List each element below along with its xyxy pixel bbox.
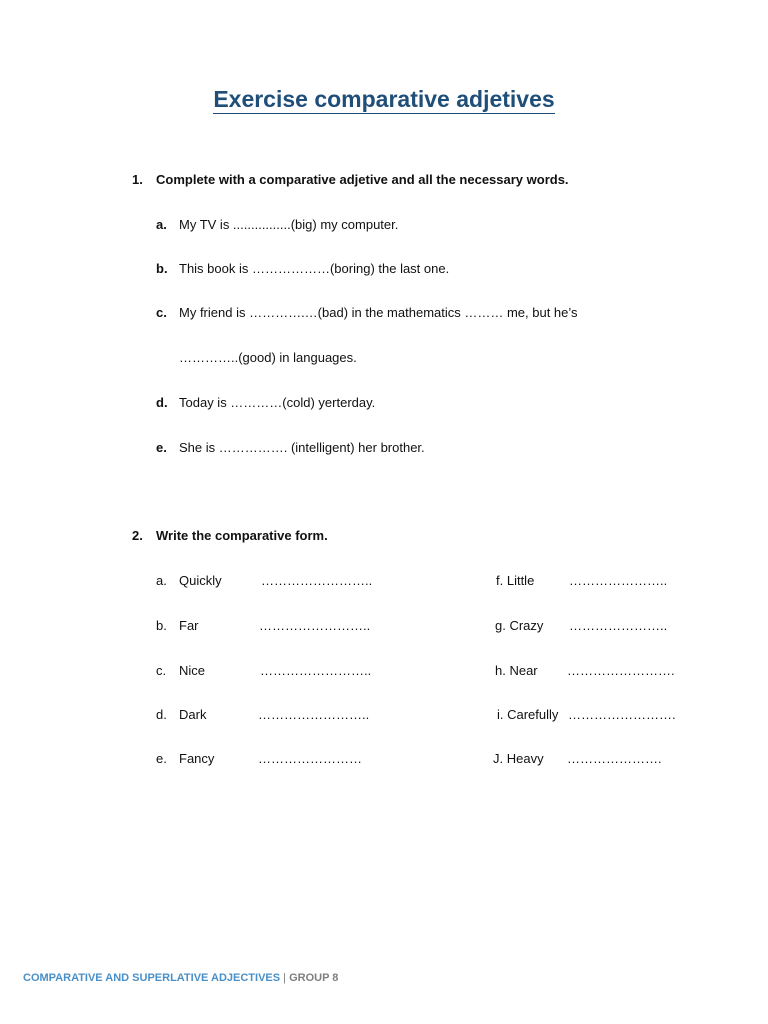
exercise-2-answer-blank: ……………………. — [567, 663, 675, 678]
exercise-1-item-letter: a. — [156, 217, 167, 232]
page-title — [0, 86, 768, 113]
exercise-1-item-text: My friend is ………….…(bad) in the mathematics ……… me, but he’s — [179, 305, 578, 320]
exercise-2-answer-blank: …………………… — [258, 751, 362, 766]
exercise-1-item-text: This book is ………………(boring) the last one. — [179, 261, 450, 276]
exercise-2-item-word: Dark — [179, 707, 207, 722]
exercise-1-item-text-continued: …………..(good) in languages. — [179, 350, 357, 365]
exercise-1-instruction: Complete with a comparative adjetive and all the necessary words. — [156, 172, 569, 187]
exercise-1-number: 1. — [132, 172, 143, 187]
exercise-2-answer-blank: ……………………. — [568, 707, 676, 722]
exercise-1-item-text: My TV is ................(big) my computer. — [179, 217, 399, 232]
footer-group-label: GROUP 8 — [289, 972, 339, 984]
exercise-2-item-letter: a. — [156, 573, 167, 588]
exercise-2-item-label: g. Crazy — [495, 618, 544, 633]
exercise-2-answer-blank: …………………….. — [259, 618, 371, 633]
exercise-2-number: 2. — [132, 528, 143, 543]
exercise-2-answer-blank: ………………….. — [569, 618, 668, 633]
exercise-2-answer-blank: …………………….. — [261, 573, 373, 588]
page-title-text: Exercise comparative adjetives — [213, 86, 555, 112]
exercise-1-item-text: She is ……………. (intelligent) her brother. — [179, 440, 425, 455]
exercise-2-answer-blank: …………………. — [567, 751, 662, 766]
page-footer — [23, 972, 338, 984]
exercise-2-item-letter: c. — [156, 663, 167, 678]
exercise-1-item-letter: b. — [156, 261, 168, 276]
exercise-2-item-label: i. Carefully — [497, 707, 559, 722]
exercise-2-item-label: J. Heavy — [493, 751, 544, 766]
exercise-2-item-letter: d. — [156, 707, 167, 722]
exercise-2-instruction: Write the comparative form. — [156, 528, 328, 543]
exercise-2-item-word: Fancy — [179, 751, 215, 766]
exercise-2-item-letter: b. — [156, 618, 167, 633]
exercise-2-item-word: Far — [179, 618, 199, 633]
footer-separator: | — [283, 972, 287, 984]
exercise-2-item-label: h. Near — [495, 663, 538, 678]
exercise-2-item-label: f. Little — [496, 573, 535, 588]
exercise-2-answer-blank: …………………….. — [260, 663, 372, 678]
exercise-1-item-letter: e. — [156, 440, 167, 455]
exercise-1-item-letter: c. — [156, 305, 167, 320]
exercise-1-item-letter: d. — [156, 395, 168, 410]
exercise-2-item-word: Quickly — [179, 573, 222, 588]
exercise-1-item-text: Today is …………(cold) yerterday. — [179, 395, 376, 410]
exercise-2-answer-blank: ………………….. — [569, 573, 668, 588]
exercise-2-answer-blank: …………………….. — [258, 707, 370, 722]
footer-document-title: COMPARATIVE AND SUPERLATIVE ADJECTIVES — [23, 972, 281, 984]
exercise-2-item-word: Nice — [179, 663, 206, 678]
exercise-2-item-letter: e. — [156, 751, 167, 766]
